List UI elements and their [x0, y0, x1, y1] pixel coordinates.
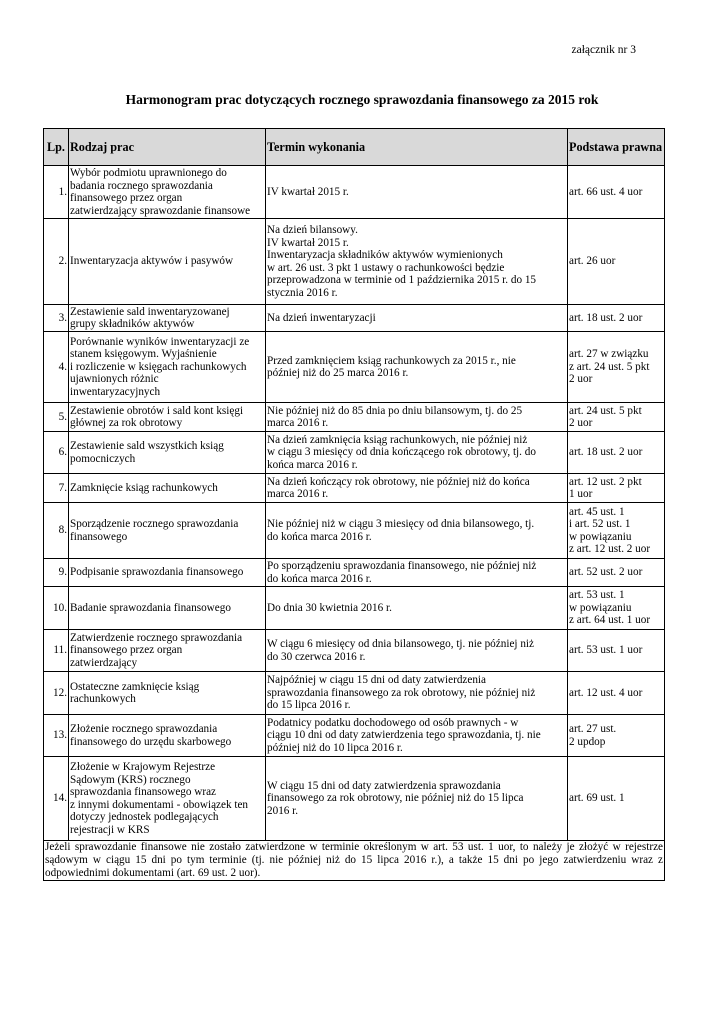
legal-basis-cell: art. 66 ust. 4 uor	[568, 166, 665, 219]
legal-basis-cell: art. 27 ust. 2 updop	[568, 715, 665, 757]
table-row	[44, 503, 665, 559]
header-deadline: Termin wykonania	[266, 129, 568, 166]
work-type-cell: Wybór podmiotu uprawnionego do badania rocznego sprawozdania finansowego przez organ zatwierdzający sprawozdanie finansowe	[69, 166, 266, 219]
row-number: 10.	[44, 587, 69, 630]
table-row	[44, 630, 665, 672]
row-number: 13.	[44, 715, 69, 757]
deadline-cell: Przed zamknięciem ksiąg rachunkowych za 2015 r., nie później niż do 25 marca 2016 r.	[266, 332, 568, 403]
work-type-cell: Złożenie w Krajowym Rejestrze Sądowym (KRS) rocznego sprawozdania finansowego wraz z innymi dokumentami - obowiązek ten dotyczy jednostek podlegających rejestracji w KRS	[69, 757, 266, 841]
deadline-cell: Do dnia 30 kwietnia 2016 r.	[266, 587, 568, 630]
legal-basis-cell: art. 27 w związku z art. 24 ust. 5 pkt 2 uor	[568, 332, 665, 403]
row-number: 9.	[44, 559, 69, 587]
work-type-cell: Podpisanie sprawozdania finansowego	[69, 559, 266, 587]
row-number: 7.	[44, 474, 69, 503]
work-type-cell: Zestawienie sald inwentaryzowanej grupy składników aktywów	[69, 305, 266, 332]
header-lp: Lp.	[44, 129, 69, 166]
legal-basis-cell: art. 26 uor	[568, 219, 665, 305]
row-number: 3.	[44, 305, 69, 332]
work-type-cell: Zestawienie sald wszystkich ksiąg pomocniczych	[69, 432, 266, 474]
schedule-table	[43, 128, 665, 881]
row-number: 2.	[44, 219, 69, 305]
row-number: 1.	[44, 166, 69, 219]
work-type-cell: Złożenie rocznego sprawozdania finansowego do urzędu skarbowego	[69, 715, 266, 757]
table-row	[44, 715, 665, 757]
table-row	[44, 332, 665, 403]
legal-basis-cell: art. 45 ust. 1 i art. 52 ust. 1 w powiązaniu z art. 12 ust. 2 uor	[568, 503, 665, 559]
row-number: 11.	[44, 630, 69, 672]
table-row	[44, 587, 665, 630]
work-type-cell: Zamknięcie ksiąg rachunkowych	[69, 474, 266, 503]
footnote-text: Jeżeli sprawozdanie finansowe nie zostało zatwierdzone w terminie określonym w art. 53 ust. 1 uor, to należy je złożyć w rejestrze sądowym w ciągu 15 dni po tym terminie (tj. nie później niż do 15 lipca 2016 r.), a także 15 dni po jego zatwierdzeniu wraz z odpowiednimi dokumentami (art. 69 ust. 2 uor).	[45, 841, 663, 879]
work-type-cell: Zatwierdzenie rocznego sprawozdania finansowego przez organ zatwierdzający	[69, 630, 266, 672]
row-number: 12.	[44, 672, 69, 715]
attachment-label: załącznik nr 3	[571, 44, 636, 56]
table-row	[44, 672, 665, 715]
deadline-cell: Po sporządzeniu sprawozdania finansowego, nie później niż do końca marca 2016 r.	[266, 559, 568, 587]
legal-basis-cell: art. 18 ust. 2 uor	[568, 305, 665, 332]
legal-basis-cell: art. 12 ust. 4 uor	[568, 672, 665, 715]
deadline-cell: W ciągu 6 miesięcy od dnia bilansowego, tj. nie później niż do 30 czerwca 2016 r.	[266, 630, 568, 672]
deadline-cell: IV kwartał 2015 r.	[266, 166, 568, 219]
row-number: 6.	[44, 432, 69, 474]
row-number: 5.	[44, 403, 69, 432]
deadline-cell: Podatnicy podatku dochodowego od osób prawnych - w ciągu 10 dni od daty zatwierdzenia tego sprawozdania, tj. nie później niż do 10 lipca 2016 r.	[266, 715, 568, 757]
table-row	[44, 305, 665, 332]
table-row	[44, 403, 665, 432]
work-type-cell: Ostateczne zamknięcie ksiąg rachunkowych	[69, 672, 266, 715]
deadline-cell: Na dzień bilansowy. IV kwartał 2015 r. Inwentaryzacja składników aktywów wymienionych w art. 26 ust. 3 pkt 1 ustawy o rachunkowości będzie przeprowadzona w terminie od 1 października 2015 r. do 15 stycznia 2016 r.	[266, 219, 568, 305]
legal-basis-cell: art. 52 ust. 2 uor	[568, 559, 665, 587]
legal-basis-cell: art. 53 ust. 1 uor	[568, 630, 665, 672]
deadline-cell: Najpóźniej w ciągu 15 dni od daty zatwierdzenia sprawozdania finansowego za rok obrotowy, nie później niż do 15 lipca 2016 r.	[266, 672, 568, 715]
row-number: 4.	[44, 332, 69, 403]
table-row	[44, 432, 665, 474]
work-type-cell: Inwentaryzacja aktywów i pasywów	[69, 219, 266, 305]
row-number: 8.	[44, 503, 69, 559]
deadline-cell: Nie później niż do 85 dnia po dniu bilansowym, tj. do 25 marca 2016 r.	[266, 403, 568, 432]
table-row	[44, 559, 665, 587]
legal-basis-cell: art. 24 ust. 5 pkt 2 uor	[568, 403, 665, 432]
table-row	[44, 474, 665, 503]
legal-basis-cell: art. 12 ust. 2 pkt 1 uor	[568, 474, 665, 503]
page-title: Harmonogram prac dotyczących rocznego sprawozdania finansowego za 2015 rok	[125, 92, 599, 107]
header-work-type: Rodzaj prac	[69, 129, 266, 166]
legal-basis-cell: art. 18 ust. 2 uor	[568, 432, 665, 474]
footnote-row	[44, 841, 665, 881]
deadline-cell: Na dzień kończący rok obrotowy, nie później niż do końca marca 2016 r.	[266, 474, 568, 503]
row-number: 14.	[44, 757, 69, 841]
deadline-cell: Na dzień inwentaryzacji	[266, 305, 568, 332]
deadline-cell: W ciągu 15 dni od daty zatwierdzenia sprawozdania finansowego za rok obrotowy, nie później niż do 15 lipca 2016 r.	[266, 757, 568, 841]
work-type-cell: Porównanie wyników inwentaryzacji ze stanem księgowym. Wyjaśnienie i rozliczenie w księgach rachunkowych ujawnionych różnic inwentaryzacyjnych	[69, 332, 266, 403]
work-type-cell: Zestawienie obrotów i sald kont księgi głównej za rok obrotowy	[69, 403, 266, 432]
deadline-cell: Na dzień zamknięcia ksiąg rachunkowych, nie później niż w ciągu 3 miesięcy od dnia kończącego rok obrotowy, tj. do końca marca 2016 r.	[266, 432, 568, 474]
table-row	[44, 219, 665, 305]
table-header-row	[44, 129, 665, 166]
work-type-cell: Sporządzenie rocznego sprawozdania finansowego	[69, 503, 266, 559]
table-row	[44, 757, 665, 841]
header-legal-basis: Podstawa prawna	[568, 129, 665, 166]
table-row	[44, 166, 665, 219]
deadline-cell: Nie później niż w ciągu 3 miesięcy od dnia bilansowego, tj. do końca marca 2016 r.	[266, 503, 568, 559]
work-type-cell: Badanie sprawozdania finansowego	[69, 587, 266, 630]
legal-basis-cell: art. 69 ust. 1	[568, 757, 665, 841]
legal-basis-cell: art. 53 ust. 1 w powiązaniu z art. 64 ust. 1 uor	[568, 587, 665, 630]
